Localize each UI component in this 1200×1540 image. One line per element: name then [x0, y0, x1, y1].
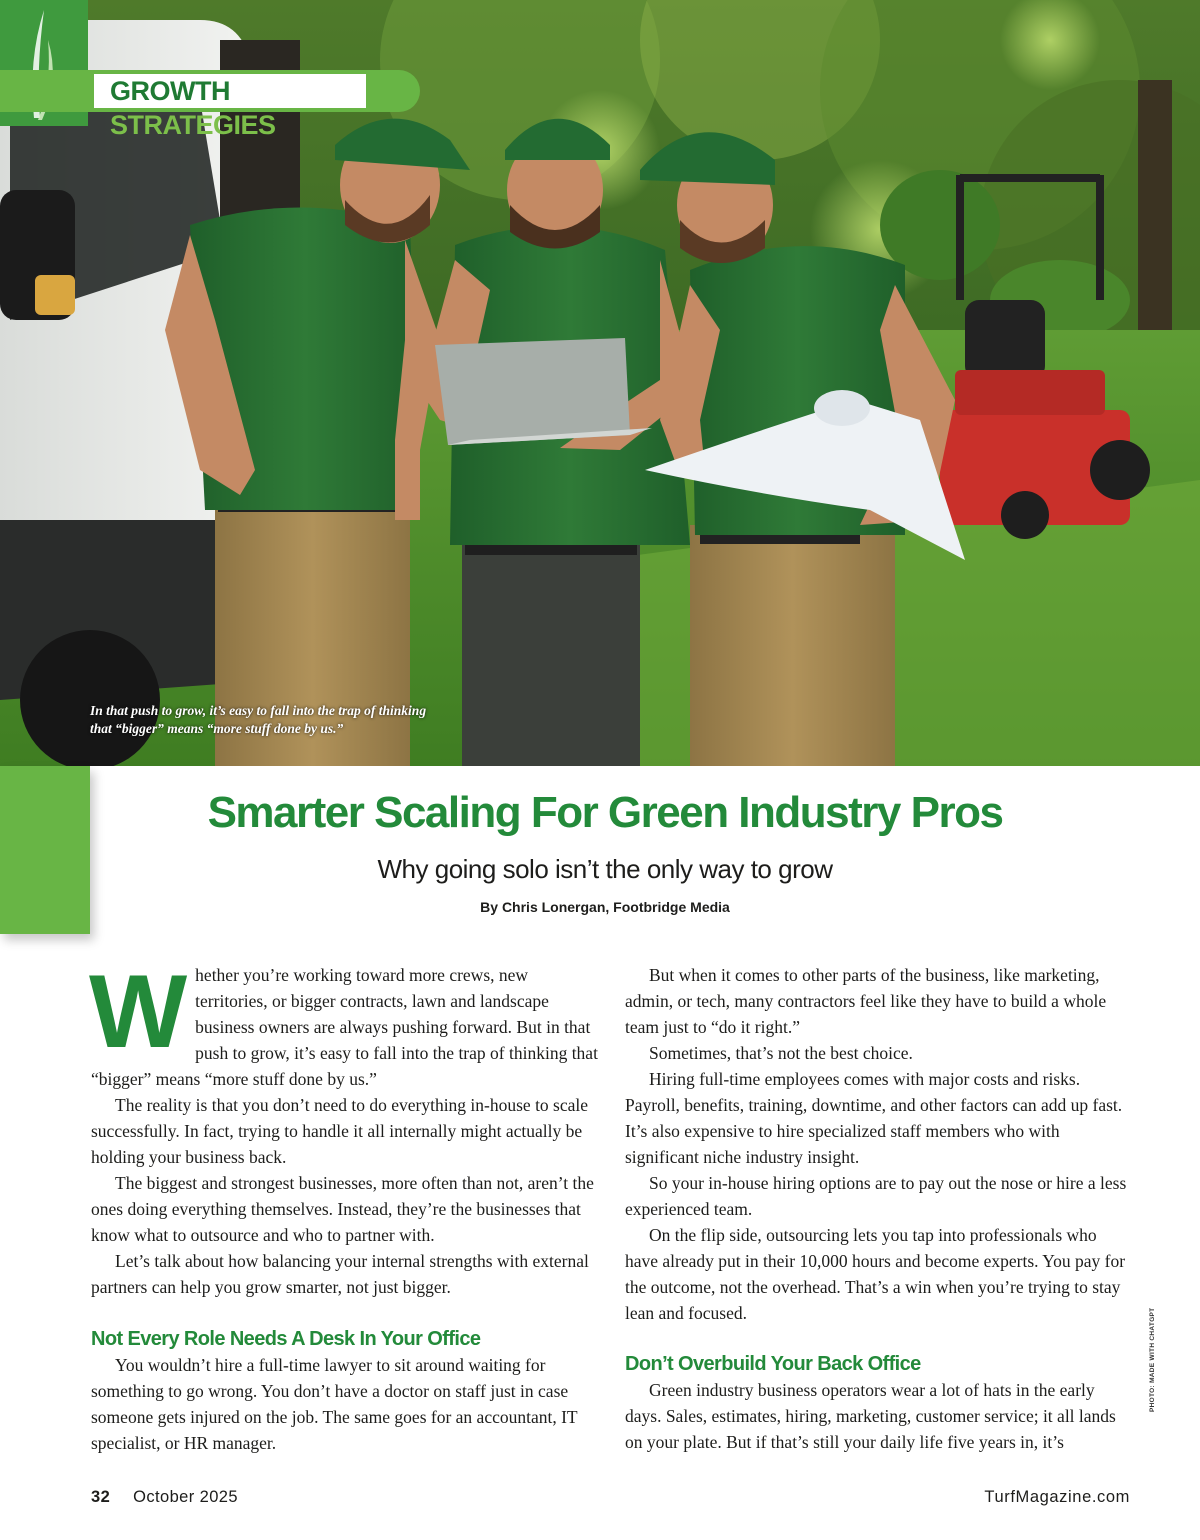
- photo-caption: [90, 702, 490, 738]
- article-column-left: [89, 954, 599, 1456]
- paragraph: The biggest and strongest businesses, more often than not, aren’t the ones doing everything themselves. Instead, they’re the businesses that know what to outsource and who to partner with.: [91, 1173, 594, 1245]
- paragraph: So your in-house hiring options are to pay out the nose or hire a less experienced team.: [625, 1173, 1127, 1219]
- paragraph: Sometimes, that’s not the best choice.: [649, 1043, 913, 1063]
- paragraph: You wouldn’t hire a full-time lawyer to sit around waiting for something to go wrong. You don’t have a doctor on staff just in case someone gets injured on the job. The same goes for an accountant, IT specialist, or HR manager.: [91, 1355, 578, 1453]
- article-byline: By Chris Lonergan, Footbridge Media: [480, 899, 730, 915]
- paragraph: On the flip side, outsourcing lets you tap into professionals who have already put in their 10,000 hours and become experts. You pay for the outcome, not the overhead. That’s a win when you’re trying to stay lean and focused.: [625, 1225, 1126, 1323]
- site-url: TurfMagazine.com: [984, 1488, 1130, 1506]
- paragraph: But when it comes to other parts of the business, like marketing, admin, or tech, many contractors feel like they have to build a whole team just to “do it right.”: [625, 965, 1107, 1037]
- section-heading: Don’t Overbuild Your Back Office: [625, 1353, 921, 1375]
- section-label: [94, 74, 366, 140]
- paragraph: Hiring full-time employees comes with major costs and risks. Payroll, benefits, training, downtime, and other factors can add up fast. It’s also expensive to hire specialized staff members who with significant niche industry insight.: [625, 1069, 1123, 1167]
- photo-credit: PHOTO: MADE WITH CHATGPT: [1149, 1307, 1156, 1412]
- page-number: 32: [91, 1488, 111, 1506]
- paragraph-text: hether you’re working toward more crews, new territories, or bigger contracts, lawn and landscape business owners are always pushing forward. But in that push to grow, it’s easy to fall into the trap of thinking that “bigger” means “more stuff done by us.”: [91, 965, 598, 1089]
- caption-line-2: that “bigger” means “more stuff done by us.”: [90, 721, 344, 736]
- article-column-right: [625, 962, 1130, 1455]
- section-heading: Not Every Role Needs A Desk In Your Office: [91, 1328, 481, 1350]
- decorative-green-block: [0, 766, 90, 934]
- paragraph: The reality is that you don’t need to do everything in-house to scale successfully. In fact, trying to handle it all internally might actually be holding your business back.: [91, 1095, 589, 1167]
- page-footer-left: [91, 1488, 238, 1507]
- section-word-2: STRATEGIES: [110, 110, 276, 140]
- paragraph: Let’s talk about how balancing your internal strengths with external partners can help you grow smarter, not just bigger.: [91, 1251, 589, 1297]
- article-title: Smarter Scaling For Green Industry Pros: [207, 788, 1003, 837]
- section-tag: [0, 70, 420, 140]
- paragraph: [89, 954, 599, 1092]
- issue-date: October 2025: [133, 1488, 238, 1506]
- caption-line-1: In that push to grow, it’s easy to fall into the trap of thinking: [90, 703, 427, 718]
- drop-cap: W: [89, 954, 188, 1070]
- article-subtitle: Why going solo isn’t the only way to grow: [377, 854, 833, 884]
- paragraph: Green industry business operators wear a lot of hats in the early days. Sales, estimates, hiring, marketing, customer service; it all lands on your plate. But if that’s still your daily life five years in, it’s: [625, 1380, 1116, 1452]
- section-word-1: GROWTH: [110, 76, 230, 106]
